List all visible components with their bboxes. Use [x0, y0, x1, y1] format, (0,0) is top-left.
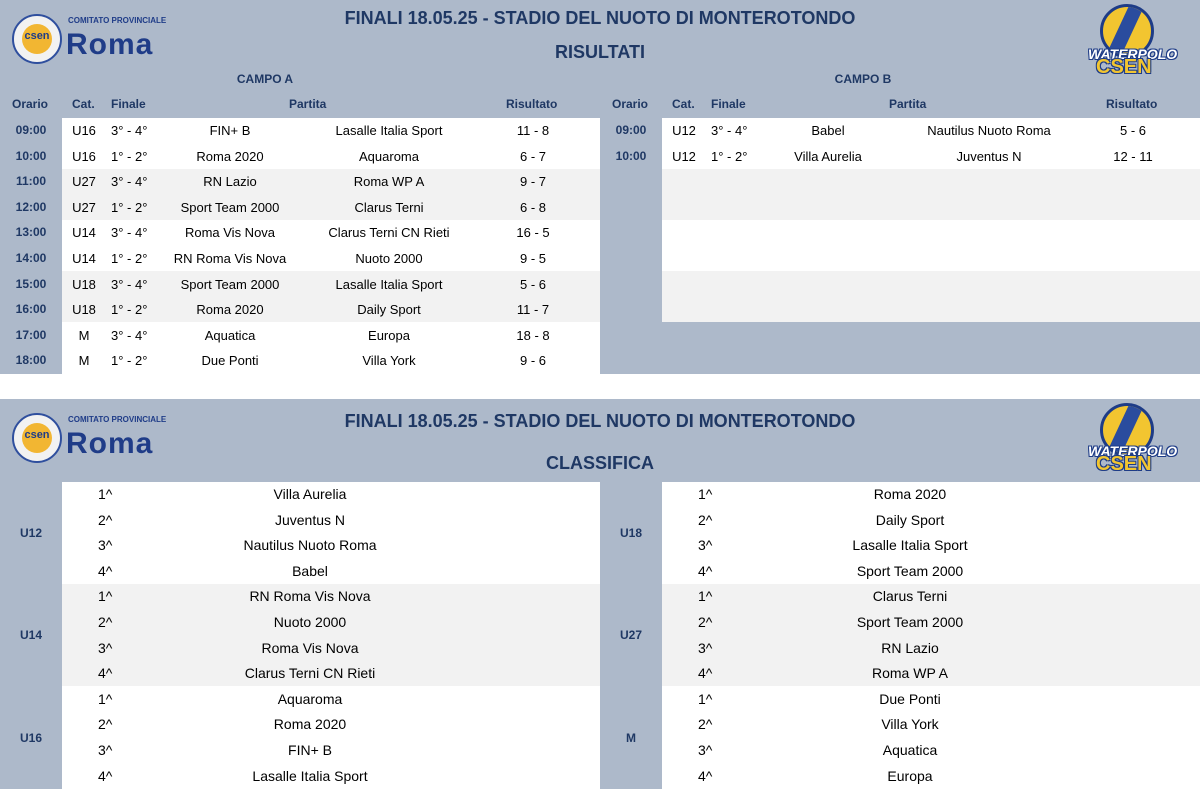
header-cat-a: Cat.	[72, 97, 95, 111]
match-row	[62, 323, 600, 349]
match-category: M	[78, 353, 90, 369]
match-team2: Nautilus Nuoto Roma	[927, 123, 1051, 138]
page-title: FINALI 18.05.25 - STADIO DEL NUOTO DI MONTEROTONDO	[344, 8, 856, 28]
match-time: 10:00	[615, 148, 647, 163]
match-finale: 1° - 2°	[111, 148, 148, 164]
match-category: U16	[72, 148, 96, 164]
match-row	[62, 348, 600, 374]
match-team1: RN Roma Vis Nova	[173, 251, 287, 266]
match-finale: 3° - 4°	[111, 123, 148, 138]
standings-position: 2^	[98, 511, 113, 528]
match-time: 12:00	[15, 199, 47, 214]
standings-position: 4^	[98, 665, 113, 682]
match-category: U14	[72, 251, 96, 266]
standings-row	[62, 508, 600, 534]
standings-team: Villa York	[881, 716, 939, 733]
header-finale-b: Finale	[711, 97, 746, 111]
match-team1: Sport Team 2000	[180, 276, 280, 292]
standings-team: Roma WP A	[872, 665, 948, 682]
standings-category: U14	[19, 628, 42, 643]
csen-logo-text-bottom: CSEN	[1096, 453, 1152, 475]
standings-team: Europa	[887, 767, 933, 784]
match-score: 5 - 6	[519, 276, 546, 292]
match-time: 11:00	[15, 174, 47, 189]
match-row	[62, 118, 600, 144]
standings-team: Sport Team 2000	[856, 614, 964, 630]
match-category: U27	[72, 199, 96, 215]
standings-position: 1^	[98, 486, 113, 502]
standings-position: 1^	[698, 486, 713, 502]
standings-position: 4^	[698, 562, 713, 579]
match-score: 9 - 6	[519, 353, 546, 369]
standings-row	[62, 636, 600, 662]
match-score: 6 - 7	[519, 148, 546, 164]
standings-position: 3^	[698, 537, 713, 554]
match-team2: Lasalle Italia Sport	[335, 276, 443, 292]
campo-b-label: CAMPO B	[834, 72, 892, 86]
standings-category: M	[626, 730, 636, 745]
standings-row	[62, 687, 600, 713]
standings-row	[662, 764, 1200, 789]
match-category: U12	[672, 148, 696, 164]
match-finale: 1° - 2°	[111, 199, 148, 215]
match-team2: Daily Sport	[357, 302, 421, 318]
match-team1: FIN+ B	[209, 123, 251, 138]
standings-position: 2^	[98, 716, 113, 733]
match-score: 16 - 5	[516, 225, 550, 241]
match-time: 17:00	[15, 327, 47, 342]
standings-team: Juventus N	[274, 511, 346, 528]
match-team2: Clarus Terni	[354, 199, 424, 215]
standings-row	[662, 661, 1200, 687]
standings-team: Babel	[292, 562, 328, 579]
match-team1: Roma 2020	[196, 148, 264, 164]
roma-logo-text: Roma	[66, 28, 154, 61]
match-finale: 1° - 2°	[111, 302, 148, 318]
match-category: U14	[72, 225, 96, 241]
standings-row	[62, 610, 600, 636]
match-time: 18:00	[15, 353, 47, 368]
comitato-label: COMITATO PROVINCIALE	[68, 16, 167, 25]
standings-position: 4^	[698, 665, 713, 682]
standings-position: 4^	[698, 767, 713, 784]
standings-row	[662, 508, 1200, 534]
match-team1: Babel	[811, 123, 845, 138]
standings-row	[62, 482, 600, 508]
standings-row	[62, 764, 600, 789]
match-row	[62, 246, 600, 272]
header-risultato-b: Risultato	[1106, 97, 1158, 111]
standings-team: Aquatica	[882, 742, 938, 758]
match-finale: 3° - 4°	[111, 276, 148, 292]
header-orario-b: Orario	[612, 97, 649, 111]
match-time: 16:00	[15, 302, 47, 317]
match-score: 6 - 8	[519, 199, 546, 215]
standings-row	[662, 712, 1200, 738]
match-row	[62, 220, 600, 246]
match-row	[62, 195, 600, 221]
standings-team: Lasalle Italia Sport	[852, 537, 968, 554]
match-row	[62, 144, 600, 170]
standings-position: 3^	[98, 537, 113, 554]
standings-position: 1^	[98, 690, 113, 707]
standings-row	[62, 661, 600, 687]
match-category: U18	[72, 276, 96, 292]
match-row	[62, 272, 600, 298]
standings-team: Aquaroma	[277, 690, 343, 707]
header-orario-a: Orario	[12, 97, 49, 111]
match-team2: Villa York	[362, 353, 416, 369]
match-category: M	[78, 327, 90, 343]
csen-logo-text: CSEN	[1096, 56, 1152, 78]
match-team2: Aquaroma	[359, 148, 419, 164]
standings-team: Nautilus Nuoto Roma	[243, 537, 377, 554]
match-team2: Roma WP A	[353, 174, 425, 190]
match-team1: RN Lazio	[203, 174, 257, 190]
csen-logo-bottom: csen	[12, 413, 62, 463]
standings-team: Clarus Terni CN Rieti	[244, 665, 376, 682]
standings-position: 2^	[698, 716, 713, 733]
standings-row	[62, 559, 600, 585]
header-partita-a: Partita	[289, 97, 327, 111]
header-risultato-a: Risultato	[506, 97, 558, 111]
standings-row	[662, 559, 1200, 585]
standings-subtitle: CLASSIFICA	[546, 453, 654, 473]
match-time: 10:00	[15, 148, 47, 163]
match-finale: 1° - 2°	[111, 353, 148, 369]
match-team2: Lasalle Italia Sport	[335, 123, 443, 138]
match-finale: 3° - 4°	[111, 174, 148, 190]
standings-row	[662, 533, 1200, 559]
match-time: 15:00	[15, 276, 47, 291]
standings-position: 1^	[698, 588, 713, 605]
match-team2: Europa	[368, 327, 410, 343]
match-category: U18	[72, 302, 96, 318]
header-finale-a: Finale	[111, 97, 146, 111]
standings-row	[62, 584, 600, 610]
standings-row	[662, 636, 1200, 662]
match-score: 9 - 7	[519, 174, 546, 190]
match-team1: Roma 2020	[196, 302, 264, 318]
match-team2: Juventus N	[956, 148, 1022, 164]
match-finale: 3° - 4°	[711, 123, 748, 138]
match-time: 09:00	[15, 123, 47, 137]
standings-team: Roma 2020	[873, 486, 947, 502]
match-finale: 3° - 4°	[111, 225, 148, 241]
match-category: U27	[72, 174, 96, 190]
standings-position: 3^	[698, 639, 713, 656]
standings-category: U18	[619, 526, 642, 540]
roma-logo-text-bottom: Roma	[66, 427, 154, 460]
standings-team: RN Roma Vis Nova	[249, 588, 371, 605]
standings-position: 4^	[98, 767, 113, 784]
match-team1: Sport Team 2000	[180, 199, 280, 215]
match-row	[662, 118, 1200, 144]
header-cat-b: Cat.	[672, 97, 695, 111]
match-score: 11 - 7	[516, 302, 550, 318]
standings-team: Daily Sport	[875, 511, 945, 528]
csen-logo: csen	[12, 14, 62, 64]
standings-position: 1^	[98, 588, 113, 605]
standings-team: Villa Aurelia	[273, 486, 347, 502]
standings-category: U16	[19, 730, 42, 745]
results-subtitle: RISULTATI	[555, 42, 645, 62]
standings-team: Sport Team 2000	[856, 562, 964, 579]
standings-row	[662, 584, 1200, 610]
waterpolo-logo-text: WATERPOLO	[1088, 46, 1178, 62]
standings-position: 3^	[98, 639, 113, 656]
page-title-bottom: FINALI 18.05.25 - STADIO DEL NUOTO DI MONTEROTONDO	[344, 411, 856, 431]
match-score: 18 - 8	[516, 327, 550, 343]
match-category: U12	[672, 123, 696, 138]
standings-team: Lasalle Italia Sport	[252, 767, 368, 784]
match-category: U16	[72, 123, 96, 138]
standings-row	[662, 610, 1200, 636]
match-finale: 1° - 2°	[711, 148, 748, 164]
standings-team: Roma Vis Nova	[261, 639, 359, 656]
standings-team: Roma 2020	[273, 716, 347, 733]
standings-position: 3^	[698, 742, 713, 758]
standings-row	[62, 533, 600, 559]
match-time: 13:00	[15, 225, 47, 240]
standings-team: RN Lazio	[881, 639, 939, 656]
standings-category: U12	[19, 526, 42, 540]
standings-row	[62, 738, 600, 764]
standings-team: Due Ponti	[879, 690, 941, 707]
standings-team: Nuoto 2000	[273, 614, 347, 630]
standings-team: Clarus Terni	[872, 588, 948, 605]
match-team1: Villa Aurelia	[794, 148, 862, 164]
match-finale: 1° - 2°	[111, 251, 148, 266]
match-score: 5 - 6	[1119, 123, 1146, 138]
match-team1: Due Ponti	[201, 353, 259, 369]
header-partita-b: Partita	[889, 97, 927, 111]
match-team1: Roma Vis Nova	[184, 225, 276, 241]
standings-position: 2^	[98, 614, 113, 630]
match-team2: Clarus Terni CN Rieti	[328, 225, 450, 241]
match-time: 09:00	[615, 123, 647, 137]
standings-position: 4^	[98, 562, 113, 579]
waterpolo-logo-text-bottom: WATERPOLO	[1088, 443, 1178, 459]
standings-position: 2^	[698, 511, 713, 528]
standings-row	[662, 687, 1200, 713]
standings-category: U27	[619, 628, 642, 643]
match-score: 9 - 5	[519, 251, 546, 266]
standings-row	[62, 712, 600, 738]
match-team2: Nuoto 2000	[355, 251, 423, 266]
match-team1: Aquatica	[204, 327, 256, 343]
match-row	[62, 297, 600, 323]
match-row	[662, 144, 1200, 170]
standings-position: 1^	[698, 690, 713, 707]
match-score: 11 - 8	[516, 123, 550, 138]
match-row	[62, 169, 600, 195]
comitato-label-bottom: COMITATO PROVINCIALE	[68, 415, 167, 424]
match-time: 14:00	[15, 251, 47, 265]
match-finale: 3° - 4°	[111, 327, 148, 343]
campo-a-label: CAMPO A	[236, 72, 294, 86]
match-score: 12 - 11	[1113, 148, 1153, 164]
standings-row	[662, 738, 1200, 764]
standings-position: 3^	[98, 742, 113, 758]
standings-position: 2^	[698, 614, 713, 630]
standings-team: FIN+ B	[288, 742, 332, 758]
standings-row	[662, 482, 1200, 508]
